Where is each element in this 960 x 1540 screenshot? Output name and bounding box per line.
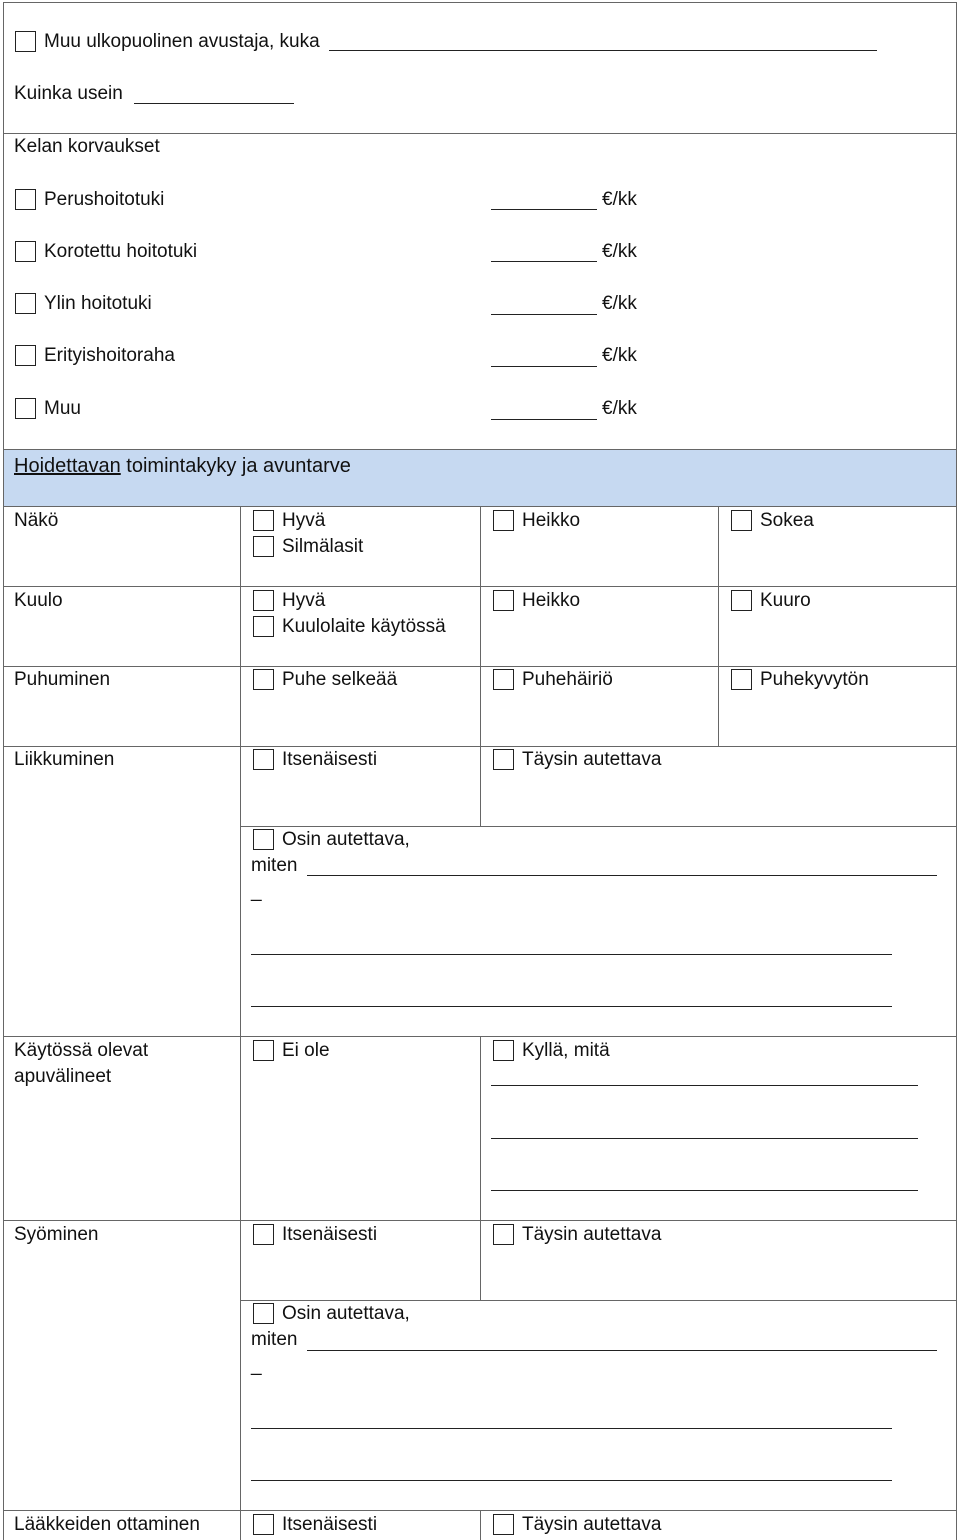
row-line-3 [3,746,956,747]
laakkeet-label: Lääkkeiden ottaminen [14,1514,200,1535]
liikkuminen-osin-label: Osin autettava, [282,829,410,850]
other-helper-field[interactable] [329,50,877,51]
syominen-label: Syöminen [14,1224,99,1245]
nako-silmalasit-label: Silmälasit [282,536,364,557]
kuulo-heikko-label: Heikko [522,590,581,611]
laakkeet-taysin-label: Täysin autettava [522,1514,662,1535]
apuvalineet-label-2: apuvälineet [14,1066,112,1087]
apuvalineet-field-1[interactable] [491,1085,918,1086]
liikkuminen-itsenaisesti-checkbox[interactable] [253,749,274,770]
apuvalineet-field-3[interactable] [491,1190,918,1191]
ylin-hoitotuki-unit: €/kk [602,293,637,314]
nako-hyva-label: Hyvä [282,510,326,531]
syominen-miten-field-1[interactable] [307,1350,937,1351]
syominen-taysin-checkbox[interactable] [493,1224,514,1245]
section-title [14,453,351,479]
col-line-3 [718,506,719,746]
how-often-label: Kuinka usein [14,83,123,104]
section-title-underlined: Hoidettavan [14,455,121,477]
frame-top [3,2,956,3]
laakkeet-itsenaisesti-label: Itsenäisesti [282,1514,378,1535]
col-line-1 [240,506,241,1540]
kela-title: Kelan korvaukset [14,136,160,157]
perushoitotuki-checkbox[interactable] [15,189,36,210]
muu-label: Muu [44,398,81,419]
puhuminen-puhehairio-checkbox[interactable] [493,669,514,690]
perushoitotuki-label: Perushoitotuki [44,189,165,210]
syominen-miten-field-2[interactable] [251,1428,892,1429]
liikkuminen-label: Liikkuminen [14,749,115,770]
perushoitotuki-amount-field[interactable] [491,209,597,210]
syominen-itsenaisesti-checkbox[interactable] [253,1224,274,1245]
puhuminen-selkea-checkbox[interactable] [253,669,274,690]
muu-checkbox[interactable] [15,398,36,419]
puhuminen-label: Puhuminen [14,669,111,690]
section-title-rest: toimintakyky ja avuntarve [120,455,351,477]
col-line-2c [480,1510,481,1540]
laakkeet-itsenaisesti-checkbox[interactable] [253,1514,274,1535]
row-line-6 [3,1220,956,1221]
frame-left [3,2,4,1540]
syominen-taysin-label: Täysin autettava [522,1224,662,1245]
other-helper-label: Muu ulkopuolinen avustaja, kuka [44,31,320,52]
puhuminen-selkea-label: Puhe selkeää [282,669,398,690]
ylin-hoitotuki-amount-field[interactable] [491,314,597,315]
other-helper-checkbox[interactable] [15,31,36,52]
row-line-1 [3,586,956,587]
ylin-hoitotuki-label: Ylin hoitotuki [44,293,152,314]
kuulo-heikko-checkbox[interactable] [493,590,514,611]
liikkuminen-miten-field-2[interactable] [251,954,892,955]
liikkuminen-itsenaisesti-label: Itsenäisesti [282,749,378,770]
syominen-dash: _ [251,1355,262,1376]
korotettu-hoitotuki-unit: €/kk [602,241,637,262]
liikkuminen-taysin-checkbox[interactable] [493,749,514,770]
syominen-miten-label: miten [251,1329,298,1350]
erityishoitoraha-amount-field[interactable] [491,366,597,367]
korotettu-hoitotuki-amount-field[interactable] [491,261,597,262]
nako-silmalasit-checkbox[interactable] [253,536,274,557]
frame-right [956,2,957,1540]
korotettu-hoitotuki-checkbox[interactable] [15,241,36,262]
puhuminen-puhekyvyton-label: Puhekyvytön [760,669,869,690]
apuvalineet-ei-ole-label: Ei ole [282,1040,330,1061]
liikkuminen-taysin-label: Täysin autettava [522,749,662,770]
syominen-itsenaisesti-label: Itsenäisesti [282,1224,378,1245]
kuulo-kuulolaite-label: Kuulolaite käytössä [282,616,446,637]
kuulo-kuuro-checkbox[interactable] [731,590,752,611]
erityishoitoraha-checkbox[interactable] [15,345,36,366]
apuvalineet-kylla-checkbox[interactable] [493,1040,514,1061]
syominen-osin-checkbox[interactable] [253,1303,274,1324]
row-line-8 [3,1510,956,1511]
nako-sokea-checkbox[interactable] [731,510,752,531]
korotettu-hoitotuki-label: Korotettu hoitotuki [44,241,198,262]
liikkuminen-osin-checkbox[interactable] [253,829,274,850]
erityishoitoraha-unit: €/kk [602,345,637,366]
row-line-5 [3,1036,956,1037]
laakkeet-taysin-checkbox[interactable] [493,1514,514,1535]
kuulo-kuuro-label: Kuuro [760,590,811,611]
apuvalineet-label-1: Käytössä olevat [14,1040,149,1061]
nako-heikko-label: Heikko [522,510,581,531]
puhuminen-puhehairio-label: Puhehäiriö [522,669,613,690]
liikkuminen-dash: _ [251,881,262,902]
ylin-hoitotuki-checkbox[interactable] [15,293,36,314]
kuulo-kuulolaite-checkbox[interactable] [253,616,274,637]
section-top-line [3,449,956,450]
puhuminen-puhekyvyton-checkbox[interactable] [731,669,752,690]
apuvalineet-ei-ole-checkbox[interactable] [253,1040,274,1061]
col-line-2b [480,1036,481,1300]
apuvalineet-kylla-label: Kyllä, mitä [522,1040,610,1061]
muu-unit: €/kk [602,398,637,419]
syominen-osin-label: Osin autettava, [282,1303,410,1324]
syominen-miten-field-3[interactable] [251,1480,892,1481]
liikkuminen-miten-field-1[interactable] [307,875,937,876]
nako-hyva-checkbox[interactable] [253,510,274,531]
nako-label: Näkö [14,510,59,531]
nako-sokea-label: Sokea [760,510,814,531]
nako-heikko-checkbox[interactable] [493,510,514,531]
perushoitotuki-unit: €/kk [602,189,637,210]
kuulo-hyva-label: Hyvä [282,590,326,611]
erityishoitoraha-label: Erityishoitoraha [44,345,175,366]
liikkuminen-miten-field-3[interactable] [251,1006,892,1007]
liikkuminen-miten-label: miten [251,855,298,876]
kuulo-label: Kuulo [14,590,63,611]
kuulo-hyva-checkbox[interactable] [253,590,274,611]
muu-amount-field[interactable] [491,419,597,420]
how-often-field[interactable] [134,103,294,104]
apuvalineet-field-2[interactable] [491,1138,918,1139]
